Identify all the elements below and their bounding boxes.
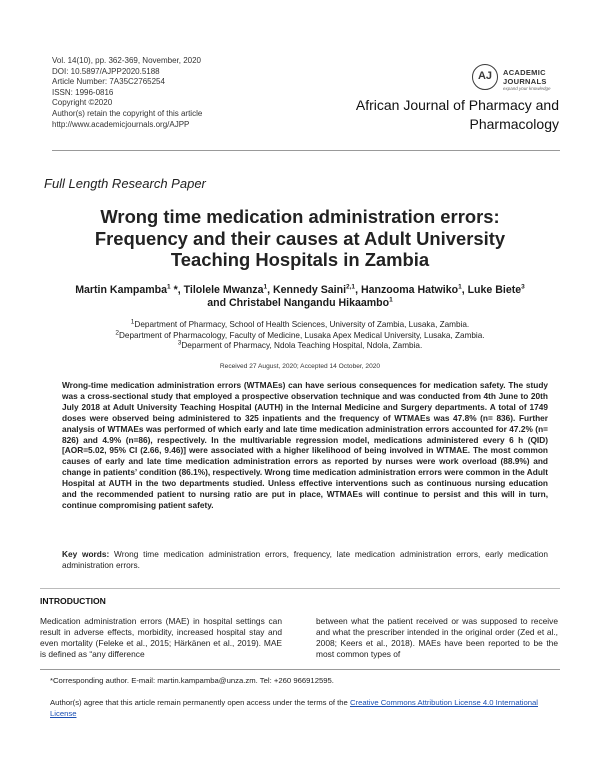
author-list [40,284,560,310]
license-note [50,698,555,719]
affiliation-1-text: Department of Pharmacy, School of Health Sciences, University of Zambia, Lusaka, Zambia. [134,320,470,329]
affiliation-2-sup: 2 [115,328,120,336]
footnote-divider [40,669,560,670]
author-5: , Luke Biete [461,284,522,296]
title-line2: Frequency and their causes at Adult University [94,227,506,249]
author-3-sup: 2,1 [346,283,356,291]
author-3: , Kennedy Saini [267,284,347,296]
meta-issn: ISSN: 1996-0816 [52,87,114,97]
author-line2 [40,297,560,310]
introduction-column-2: between what the patient received or was supposed to receive and what the prescriber intended in the original order (Zed et al., 2008; Keers et al., 2018). MAEs have been reported to be the most common types of [316,616,558,659]
paper-type: Full Length Research Paper [44,176,206,191]
received-accepted-dates: Received 27 August, 2020; Accepted 14 October, 2020 [219,363,381,370]
introduction-column-1: Medication administration errors (MAE) in hospital settings can result in adverse effects, morbidity, increased hospital stay and even mortality (Feleke et al., 2015; Härkänen et al., 2019). MAE is defined as “any difference [40,616,282,659]
author-5-sup: 3 [521,283,525,291]
license-text: Author(s) agree that this article remain permanently open access under the terms of the [50,698,350,707]
author-2: , Tilolele Mwanza [177,284,264,296]
corresponding-mark: * [170,284,178,296]
title-line1: Wrong time medication administration errors: [100,206,500,227]
meta-volume: Vol. 14(10), pp. 362-369, November, 2020 [52,56,201,65]
title-line3: Teaching Hospitals in Zambia [170,249,430,270]
meta-article-number: Article Number: 7A35C2765254 [52,77,165,87]
meta-doi[interactable]: DOI: 10.5897/AJPP2020.5188 [52,66,160,76]
author-4: , Hanzooma Hatwiko [355,284,459,296]
author-1: Martin Kampamba [75,284,168,296]
author-6: and Christabel Nangandu Hikaambo [207,297,390,309]
abstract: Wrong-time medication administration errors (WTMAEs) can have serious consequences for medication safety. The study was a cross-sectional study that employed a prospective observation technique and was conducted from 4th June to 20th July 2018 at Adult University Teaching Hospital (AUTH) in the Internal Medicine and Surgery departments. A total of 1749 doses were observed being administered to 325 inpatients and the frequency of WTMAEs was 47.8% (n= 836). Further analysis of WTMAEs was performed of which early and late time medication administration errors accounted for 47.2% (n= 826) and 4.9% (n=86), respectively. In the multivariable regression model, medications administered every 6 h (QID) [AOR=5.02, 95% CI (2.66, 9.46)] were associated with a higher likelihood of being involved in WTMAE. The most common causes of early and late time medication administration errors as reported by nurses were work overload (88.9%) and change in patients’ condition (86.1%), respectively. Wrong time medication administration errors were common in the Adult Hospital at AUTH in the two departments studied. Unless effective interventions such as continuous nursing education and the recommended patient to nursing ratio are put in place, WTMAEs will continue to persist and this will in turn, continue compromising patient safety. [62,380,548,510]
keywords-label: Key words: [62,549,110,559]
affiliation-3 [40,341,560,352]
logo-line1: ACADEMIC [503,68,546,77]
author-6-sup: 1 [389,296,393,304]
corresponding-author-note: *Corresponding author. E-mail: martin.kampamba@unza.zm. Tel: +260 966912595. [50,676,334,685]
keywords [62,549,548,571]
meta-url[interactable]: http://www.academicjournals.org/AJPP [52,119,190,129]
affiliation-3-sup: 3 [177,339,182,347]
paper-title [40,206,560,271]
license-link[interactable]: Creative Commons Attribution License 4.0 International License [50,698,538,718]
affiliation-2 [40,328,560,342]
article-meta [52,56,272,130]
section-divider [40,588,560,589]
publisher-logo [472,64,582,92]
affiliations [40,320,560,352]
affiliation-2-text: Department of Pharmacology, Faculty of Medicine, Lusaka Apex Medical University, Lusaka, Zambia. [119,330,485,340]
author-1-sup: 1 [167,283,171,291]
author-line1 [40,284,560,297]
affiliation-1-sup: 1 [130,318,135,326]
logo-tagline: expand your knowledge [503,86,551,91]
header-divider [52,150,560,151]
logo-line2: JOURNALS [503,77,547,86]
introduction-heading: INTRODUCTION [40,596,106,606]
journal-name [299,96,559,134]
journal-name-line1: African Journal of Pharmacy and [355,97,559,113]
aj-logo-icon: AJ [472,64,498,90]
keywords-text: Wrong time medication administration errors, frequency, late medication administration errors, early medication administration errors. [62,549,548,570]
author-4-sup: 1 [458,283,462,291]
journal-name-line2: Pharmacology [469,116,559,132]
meta-copyright: Copyright ©2020 [52,98,113,108]
author-2-sup: 1 [263,283,268,291]
meta-rights: Author(s) retain the copyright of this article [52,108,203,118]
affiliation-3-text: Deparment of Pharmacy, Ndola Teaching Hospital, Ndola, Zambia. [181,341,423,350]
